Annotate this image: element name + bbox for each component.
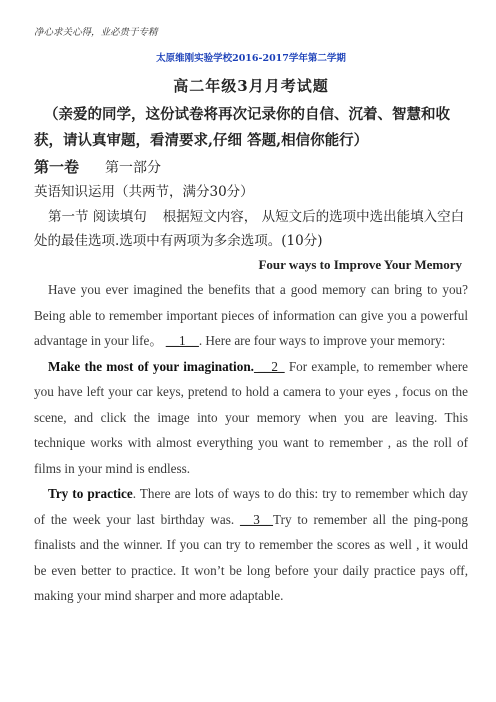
paragraph-2-text: For example, to remember where you have left your car keys, pretend to hold a camera to your eyes , focus on the scene, and click the image into your memory when you are leaving. This technique works with almost everything you want to remember , as the roll of films in your mind is endless.: [34, 358, 468, 476]
section-heading: 英语知识运用（共两节，满分30分）: [34, 184, 254, 200]
paragraph-1: [34, 277, 468, 354]
school-term-line: 太原维刚实验学校2016-2017学年第二学期: [156, 53, 346, 64]
paragraph-3-text-a: . There are lots of ways to do this: try to remember which day of the week your last birthday was.: [34, 486, 468, 527]
paragraph-1-text-b: . Here are four ways to improve your memory:: [198, 333, 446, 348]
paragraph-3: [34, 481, 468, 609]
section-instruction: [34, 205, 468, 253]
blank-1: __1__: [165, 333, 199, 348]
paragraph-1-text-a: Have you ever imagined the benefits that a good memory can bring to you? Being able to remember important pieces of information can give you a powerful advantage in your life。: [34, 282, 468, 348]
part-label: 第一部分: [105, 160, 162, 176]
passage-title: Four ways to Improve Your Memory: [258, 257, 462, 272]
volume-label: 第一卷: [34, 158, 80, 176]
header-motto: 净心求关心得，业必贵于专精: [34, 27, 158, 38]
paragraph-3-heading: Try to practice: [48, 486, 133, 501]
paragraph-2-heading: Make the most of your imagination.: [48, 358, 254, 374]
exam-title: 高二年级3月月考试题: [173, 77, 329, 95]
blank-2: __2_: [253, 358, 285, 374]
volume-line: [34, 156, 468, 179]
instruction-body: 根据短文内容， 从短文后的选项中选出能填入空白处的最佳选项.选项中有两项为多余选项。(10分): [34, 209, 465, 249]
greeting-note: （亲爱的同学，这份试卷将再次记录你的自信、沉着、智慧和收获，请认真审题，看清要求,仔细 答题,相信你能行）: [34, 106, 450, 149]
paragraph-2: [34, 354, 468, 482]
blank-3: __3__: [240, 511, 273, 527]
instruction-lead: 第一节 阅读填句: [48, 209, 147, 225]
paragraph-3-text-b: Try to remember all the ping-pong finalists and the winner. If you can try to remember the scores as well , it would be even better to practice. It won’t be long before your daily practice pays off, making your mind sharper and more adaptable.: [34, 511, 468, 603]
